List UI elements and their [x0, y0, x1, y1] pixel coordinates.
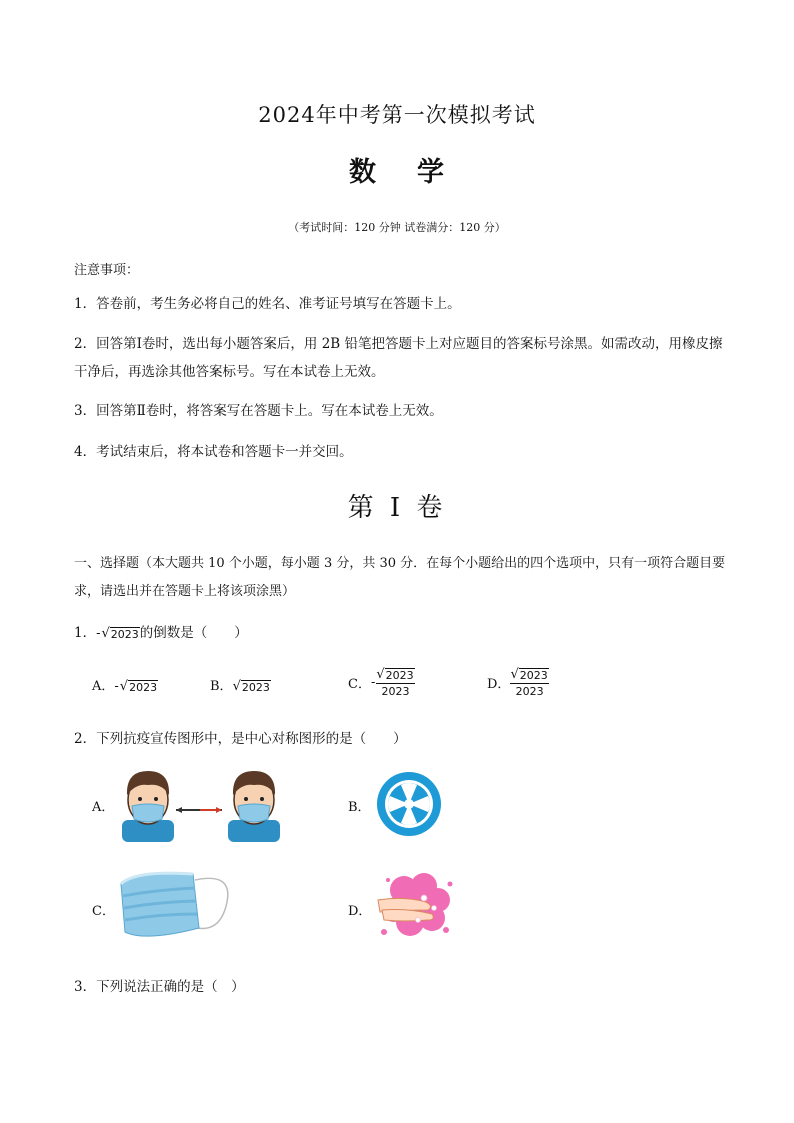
q2-option-d-label[interactable]: D． — [348, 904, 372, 919]
q1-option-a[interactable] — [92, 675, 158, 694]
option-d-fraction: √ 2023 2023 — [510, 666, 548, 698]
note-item-4: 4．考试结束后，将本试卷和答题卡一并交回。 — [74, 444, 353, 460]
q1-option-b[interactable] — [210, 675, 271, 694]
q1-radicand: 2023 — [110, 627, 139, 641]
subject-char-1: 数 — [349, 157, 377, 188]
volume-heading: 第 I 卷 — [347, 493, 447, 523]
q1-suffix: 的倒数是（ ） — [139, 625, 248, 641]
question-1 — [74, 621, 248, 641]
surgical-mask-illustration[interactable] — [115, 862, 233, 947]
option-a-sqrt: √ 2023 — [119, 678, 158, 694]
notes-title: 注意事项： — [74, 263, 140, 278]
option-d-denominator: 2023 — [515, 685, 544, 698]
option-a-radicand: 2023 — [129, 680, 158, 694]
q1-option-d[interactable] — [487, 667, 549, 698]
q1-neg: - — [96, 626, 101, 641]
note-item-2: 2．回答第Ⅰ卷时，选出每小题答案后，用 2B 铅笔把答题卡上对应题目的答案标号涂黑。如需改动，用橡皮擦干净后，再选涂其他答案标号。写在本试卷上无效。 — [74, 336, 723, 380]
question-2: 2．下列抗疫宣传图形中，是中心对称图形的是（ ） — [74, 731, 407, 747]
option-a-label: A． — [92, 679, 115, 694]
exam-meta: （考试时间：120 分钟 试卷满分：120 分） — [288, 221, 506, 234]
q1-option-c[interactable] — [348, 667, 415, 698]
note-item-1: 1．答卷前，考生务必将自己的姓名、准考证号填写在答题卡上。 — [74, 296, 461, 312]
masked-faces-illustration[interactable] — [118, 765, 283, 840]
subject-char-2: 学 — [417, 157, 445, 188]
q1-prefix: 1． — [74, 625, 97, 641]
q2-option-c-label[interactable]: C． — [92, 904, 115, 919]
option-c-fraction: √ 2023 2023 — [376, 666, 414, 698]
handwashing-illustration[interactable] — [374, 870, 456, 942]
option-b-label: B． — [210, 679, 233, 694]
exam-title: 2024年中考第一次模拟考试 — [258, 103, 536, 127]
option-c-neg: - — [370, 675, 376, 690]
distance-arrow — [176, 807, 222, 813]
option-b-sqrt: √ 2023 — [232, 678, 270, 694]
q2-option-a-label[interactable]: A． — [92, 800, 115, 815]
option-b-radicand: 2023 — [241, 680, 270, 694]
fan-icon[interactable] — [375, 770, 443, 838]
option-c-denominator: 2023 — [381, 685, 410, 698]
q1-sqrt: √ 2023 — [101, 625, 139, 641]
option-d-label: D． — [487, 677, 511, 692]
q2-option-b-label[interactable]: B． — [348, 800, 371, 815]
option-d-radicand: 2023 — [519, 668, 548, 682]
question-3: 3．下列说法正确的是（ ） — [74, 979, 245, 995]
right-person — [228, 771, 280, 842]
option-c-label: C． — [348, 677, 371, 692]
left-person — [122, 771, 174, 842]
option-a-neg: - — [114, 679, 119, 694]
option-c-radicand: 2023 — [385, 668, 414, 682]
section-intro: 一、选择题（本大题共 10 个小题，每小题 3 分，共 30 分．在每个小题给出的四个选项中，只有一项符合题目要求，请选出并在答题卡上将该项涂黑） — [74, 556, 726, 599]
note-item-3: 3．回答第Ⅱ卷时，将答案写在答题卡上。写在本试卷上无效。 — [74, 403, 443, 419]
subject-title — [0, 150, 794, 189]
